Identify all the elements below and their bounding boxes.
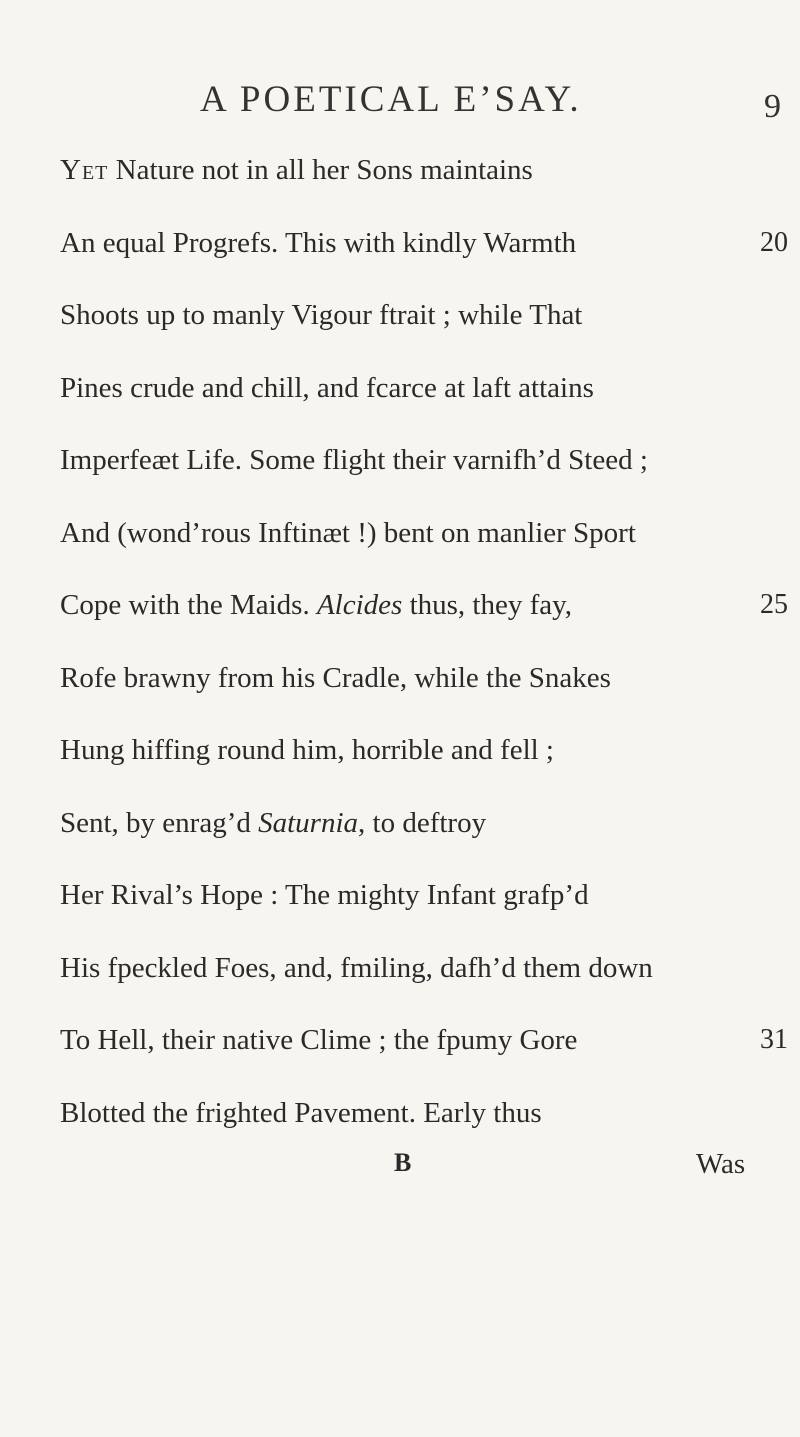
line-text-post: thus, they fay, [402, 589, 572, 621]
poem-line-10 [60, 803, 780, 876]
poem-line-12 [60, 948, 780, 1021]
poem-line-5 [60, 440, 780, 513]
poem-line-14 [60, 1093, 780, 1166]
poem-line-13 [60, 1020, 788, 1093]
line-text: Hung hiffing round him, horrible and fell ; [60, 734, 554, 766]
line-number: 25 [760, 589, 788, 620]
line-text: And (wond’rous Inftinæt !) bent on manlier Sport [60, 516, 636, 549]
line-text: Her Rival’s Hope : The mighty Infant grafp’d [60, 879, 589, 911]
poem-line-6 [60, 513, 780, 586]
poem-line-1 [60, 150, 780, 223]
line-text: Shoots up to manly Vigour ftrait ; while That [60, 299, 583, 331]
line-text: His fpeckled Foes, and, fmiling, dafh’d them down [60, 951, 653, 984]
line-number: 20 [760, 226, 788, 258]
poem-line-7 [60, 585, 788, 658]
page-number: 9 [764, 88, 781, 125]
line-text-post: , to deftroy [358, 806, 487, 839]
signature-mark: B [394, 1148, 412, 1177]
line-text-pre: Sent, by enrag’d [60, 806, 259, 839]
line-text: Blotted the frighted Pavement. Early thus [60, 1096, 542, 1129]
poem-line-9 [60, 730, 780, 803]
line-text: Imperfeæt Life. Some flight their varnifh’d Steed ; [60, 444, 648, 476]
poem-line-3 [60, 295, 780, 368]
line-number: 31 [760, 1024, 788, 1055]
poem-line-4 [60, 368, 780, 441]
line-text-pre: Cope with the Maids. [60, 589, 317, 621]
poem-body [60, 150, 788, 1165]
line-text: Rofe brawny from his Cradle, while the Snakes [60, 661, 611, 694]
italic-name: Alcides [316, 589, 403, 621]
running-head: A POETICAL E’SAY. [200, 79, 582, 120]
line-text: Nature not in all her Sons maintains [108, 154, 533, 186]
poem-line-2 [60, 223, 788, 296]
poem-line-8 [60, 658, 780, 731]
italic-name: Saturnia [258, 806, 359, 839]
opening-word: Yet [60, 154, 109, 186]
poem-line-11 [60, 875, 780, 948]
line-text: An equal Progrefs. This with kindly Warmth [60, 226, 577, 259]
line-text: Pines crude and chill, and fcarce at laft attains [60, 371, 594, 404]
catchword: Was [696, 1148, 746, 1180]
line-text: To Hell, their native Clime ; the fpumy Gore [60, 1024, 578, 1056]
